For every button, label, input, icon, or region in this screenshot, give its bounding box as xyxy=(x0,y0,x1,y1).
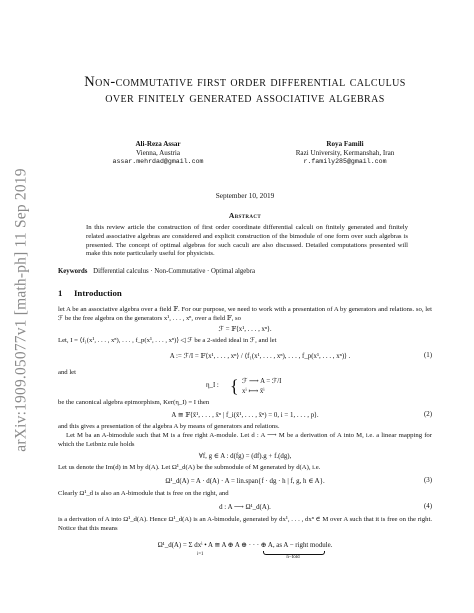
paragraph-4: and this gives a presentation of the algebra A by means of generators and relations. xyxy=(58,423,280,430)
author-1-email[interactable]: assar.mehrdad@gmail.com xyxy=(112,157,204,165)
equation-4-number: (4) xyxy=(423,503,432,510)
paragraph-3: be the canonical algebra epimorphism, Ker(η_I) = I then xyxy=(58,399,210,406)
section-title: Introduction xyxy=(74,288,122,298)
section-heading xyxy=(58,288,122,298)
paragraph-1: let A be an associative algebra over a field 𝔽. For our purpose, we need to work with a presentation of A by generators and relations. so, let ℱ be the free algebra on the generators x¹, . . . , xⁿ, over a field 𝔽, so xyxy=(58,306,432,322)
author-block xyxy=(58,140,432,180)
equation-free-algebra: ℱ = 𝔽⟨x¹, . . . , xⁿ⟩. xyxy=(218,326,272,333)
author-2-affiliation: Razi University, Kermanshah, Iran xyxy=(295,148,395,157)
keywords-line xyxy=(58,268,432,276)
paragraph-7: Clearly Ω¹_d is also an A-bimodule that is free on the right, and xyxy=(58,490,229,497)
eta-brace: { xyxy=(230,376,239,396)
author-1-affiliation: Vienna, Austria xyxy=(135,148,181,157)
title-line-1: Non-commutative first order differential calculus xyxy=(84,74,406,90)
equation-2: A ≅ 𝔽⟨x̄¹, . . . , x̄ⁿ | f_i(x̄¹, . . . , x̄ⁿ) = 0, i = 1, . . . , p⟩. xyxy=(171,412,319,419)
abstract-text: In this review article the construction of first order coordinate differential calculi on finitely generated and finitely related associative algebras are considered and explicit construction of the bimodule of one form over such algebras is presented. The concept of optimal algebras for such caculi are also discussed. Detailed computations presented will make this note particularly useful for physicists. xyxy=(86,224,408,258)
eta-row-1: ℱ ⟶ A = ℱ/I xyxy=(242,378,282,385)
paper-title xyxy=(58,74,432,106)
equation-3-number: (3) xyxy=(423,477,432,484)
title-line-2: over finitely generated associative algebras xyxy=(105,90,385,106)
abstract-heading: Abstract xyxy=(228,211,262,220)
and-let-text: and let xyxy=(58,369,77,376)
author-2 xyxy=(280,140,410,166)
equation-1: A := ℱ/I = 𝔽⟨x¹, . . . , xⁿ⟩ / ⟨f₁(x¹, . . . , xⁿ), . . . , f_p(x¹, . . . , xⁿ)⟩ . xyxy=(169,353,351,360)
author-1-name: Ali-Reza Assar xyxy=(135,140,181,148)
paragraph-6: Let us denote the Im(d) in M by d(A). Let Ω¹_d(A) be the submodule of M generated by d(A), i.e. xyxy=(58,464,321,471)
equation-5: Ω¹_d(A) = Σ dxⁱ • A ≅ A ⊕ A ⊕ · · · ⊕ A, as A − right module. xyxy=(157,542,333,549)
author-2-email[interactable]: r.family285@gmail.com xyxy=(303,157,387,165)
arxiv-id: arXiv:1909.05077v1 [math-ph] 11 Sep 2019 xyxy=(13,168,30,452)
author-2-name: Roya Famili xyxy=(326,140,364,148)
keywords-label: Keywords xyxy=(58,268,88,275)
equation-5-brace-label: n−fold xyxy=(286,555,300,560)
paragraph-5: Let M ba an A-bimodule such that M is a free right A-module. Let d : A ⟶ M be a derivation of A into M, i.e. a linear mapping for which the Leibniz rule holds xyxy=(58,432,432,448)
equation-4: d : A ⟶ Ω¹_d(A). xyxy=(219,504,271,511)
equation-2-number: (2) xyxy=(423,411,432,418)
arxiv-sidebar-stamp xyxy=(8,140,36,480)
keywords-list: Differential calculus · Non-Commutative · Optimal algebra xyxy=(93,268,255,275)
eta-row-2: xⁱ ⟼ x̄ⁱ xyxy=(242,388,265,395)
equation-5-sum-index: i=1 xyxy=(197,552,204,557)
paper-date: September 10, 2019 xyxy=(215,191,275,200)
paragraph-8: is a derivation of A into Ω¹_d(A). Hence Ω¹_d(A) is an A-bimodule, generated by dx¹, . . . , dxⁿ ∈ M over A such that it is free on the right. Notice that this means xyxy=(58,516,432,532)
eta-label: η_I : xyxy=(206,382,219,389)
equation-leibniz: ∀f, g ∈ A : d(fg) = (df).g + f.(dg), xyxy=(198,453,292,460)
author-1 xyxy=(98,140,218,166)
paragraph-2: Let, I = ⟨f₁(x¹, . . . , xⁿ), . . . , f_p(x¹, . . . , xⁿ)⟩ ◁ ℱ be a 2-sided ideal in ℱ, and let xyxy=(58,337,277,344)
equation-1-number: (1) xyxy=(423,352,432,359)
equation-3: Ω¹_d(A) = A · d(A) · A = lin.span{f · dg · h | f, g, h ∈ A}. xyxy=(165,478,325,485)
section-number: 1 xyxy=(58,288,63,298)
